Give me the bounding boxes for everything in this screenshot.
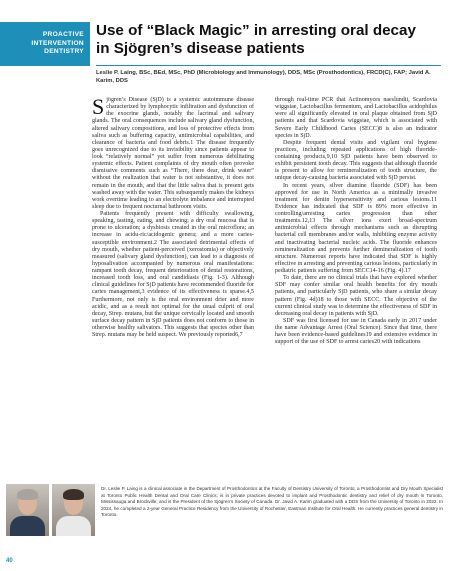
author-byline: Leslie P. Laing, BSc, BEd, MSc, PhD (Microbiology and Immunology), DDS, MSc (Prosthodontics), FRCD(C), FAP; Javid A. Karim, DDS	[96, 70, 431, 84]
page-number: 40	[6, 558, 13, 564]
author-bio-footer	[0, 484, 451, 571]
section-label-line-2: INTERVENTION	[31, 39, 84, 47]
author-photo-karim	[52, 484, 95, 536]
author-bio: Dr. Leslie P. Laing is a clinical associate in the Department of Prosthodontics at the Faculty of Dentistry University of Toronto; a Prosthodontist and Dry Mouth Specialist at Toronto Public Health Dental and Oral Care Clinics; is in private practices devoted to implant and Prosthodontic dentistry and relief of dry mouth in Toronto, Mississauga and Brockville; and is the President of the Sjögren’s Society of Canada. Dr. Javid A. Karim graduated with a DDS from the University of Toronto in 2022. In 2024, he completed a 2-year General Practice Residency from the University of Rochester, Eastman Institute for Oral Health. He currently practices general dentistry in Toronto.	[101, 486, 443, 517]
title-divider	[96, 65, 441, 66]
body-paragraph: Patients frequently present with difficulty swallowing, speaking, tasting, eating, and chewing; a dry oral mucosa that is prone to ulceration; a dysbiosis created in the oral microflora; an increase in acidu-ric/acidogenic genera; and a more caries-susceptible environment.2 The associated detrimental effects of dry mouth, whether patient-perceived (xerostomia) or objectively measured (salivary gland dysfunction), can lead to a diagnosis of hyposalivation accompanied by numerous oral manifestations: rampant tooth decay, frequent deterioration of dental restorations, increased tooth loss, and oral candidiasis (Fig. 1-3). Although clinical guidelines for SjD patients have recommended fluoride for caries management,3 evidence of its effectiveness is sparse.4,5 Furthermore, not only is the oral environment drier and more acidic, and as a result not optimal for the usual culprit of oral decay, Strep. mutans, but the unique cervically located and smooth surface decay pattern in SjD patients does not conform to those in otherwise healthy salivators. This suggests that species other than Strep. mutans may be held suspect. We previously reported6,7	[92, 211, 254, 339]
section-label-line-1: PROACTIVE	[42, 31, 84, 39]
drop-cap: S	[92, 94, 105, 119]
body-paragraph: To date, there are no clinical trials that have explored whether SDF may confer similar oral health benefits for dry mouth patients, and particularly SjD patients, who share a similar decay pattern (Fig. 4d)18 to those with SECC. The objective of the current clinical study was to determine the effectiveness of SDF in decreasing oral decay in patients with SjD.	[275, 275, 437, 317]
article-title-line-1: Use of “Black Magic” in arresting oral decay	[96, 22, 416, 39]
article-title	[96, 22, 441, 58]
paragraph-text: jögren’s Disease (SjD) is a systemic autoimmune disease characterized by lymphocytic infiltration and dysfunction of the exocrine glands, notably the lacrimal and salivary glands. The oral consequences include salivary gland dysfunction, altered salivary compositions, and loss of protective effects from saliva such as buffering capacity, antimicrobial capabilities, and clearance of bacteria and food debris.1 The disease frequently goes unrecognized due to its invisibility since patients appear to look “relatively normal” yet suffer from numerous debilitating systemic effects. Patient complaints of dry mouth often provoke dismissive comments such as “There, there dear, drink water” without the realization that water is not substantive, it does not remain in the mouth, and that the little saliva that is present gets washed away with the water. This subsequently makes the kidneys work overtime leading to an electrolyte imbalance and interrupted sleep due to frequent nocturnal bathroom visits.	[92, 97, 254, 210]
body-paragraph: through real-time PCR that Actinomyces naeslundii, Scardovia wiggsiae, Lactobacillus fermentum, and Lactobacillus acidophilus were all significantly elevated in oral plaque obtained from SjD patients and that Scardovia wiggsiae, which is associated with Severe Early Childhood Caries (SECC)8 is also an indicator species in SjD.	[275, 97, 437, 139]
body-paragraph: SDF was first licensed for use in Canada early in 2017 under the name Advantage Arrest (Oral Science). Since that time, there have been evidence-based guidelines19 and extensive evidence in support of the use of SDF to arrest caries20 with indications	[275, 317, 437, 346]
body-paragraph	[92, 94, 254, 211]
section-label-line-3: DENTISTRY	[44, 48, 84, 56]
body-paragraph: Despite frequent dental visits and vigilant oral hygiene practices, including repeated applications of high fluoride-containing products,9,10 SjD patients have been observed to exhibit persistent tooth decay. This suggests that although fluoride is present to allow for remineralization of tooth structure, the unique decay-causing bacteria associated with SjD persist.	[275, 139, 437, 182]
body-paragraph: In recent years, silver diamine fluoride (SDF) has been approved for use in North America as a minimally invasive treatment for dentin hypersensitivity and carious lesions.11 Evidence has indicated that SDF is 89% more effective in controlling/arresting caries progression than other treatments.12,13 The silver ions exert broad-spectrum antimicrobial effects through mechanisms such as disrupting bacterial cell membranes and/or walls, inhibiting enzyme activity and inactivating bacterial nucleic acids. The fluoride enhances remineralization and prevents further demineralization of tooth structure. Numerous reports have indicated that SDF is highly effective in arresting and preventing carious lesions, particularly in pediatric patients suffering from SECC14-16 (Fig. 4).17	[275, 182, 437, 274]
author-photo-laing	[6, 484, 49, 536]
body-column-right	[275, 97, 437, 346]
article-title-line-2: in Sjögren’s disease patients	[96, 40, 305, 57]
section-label	[0, 22, 90, 66]
body-column-left	[92, 94, 254, 339]
